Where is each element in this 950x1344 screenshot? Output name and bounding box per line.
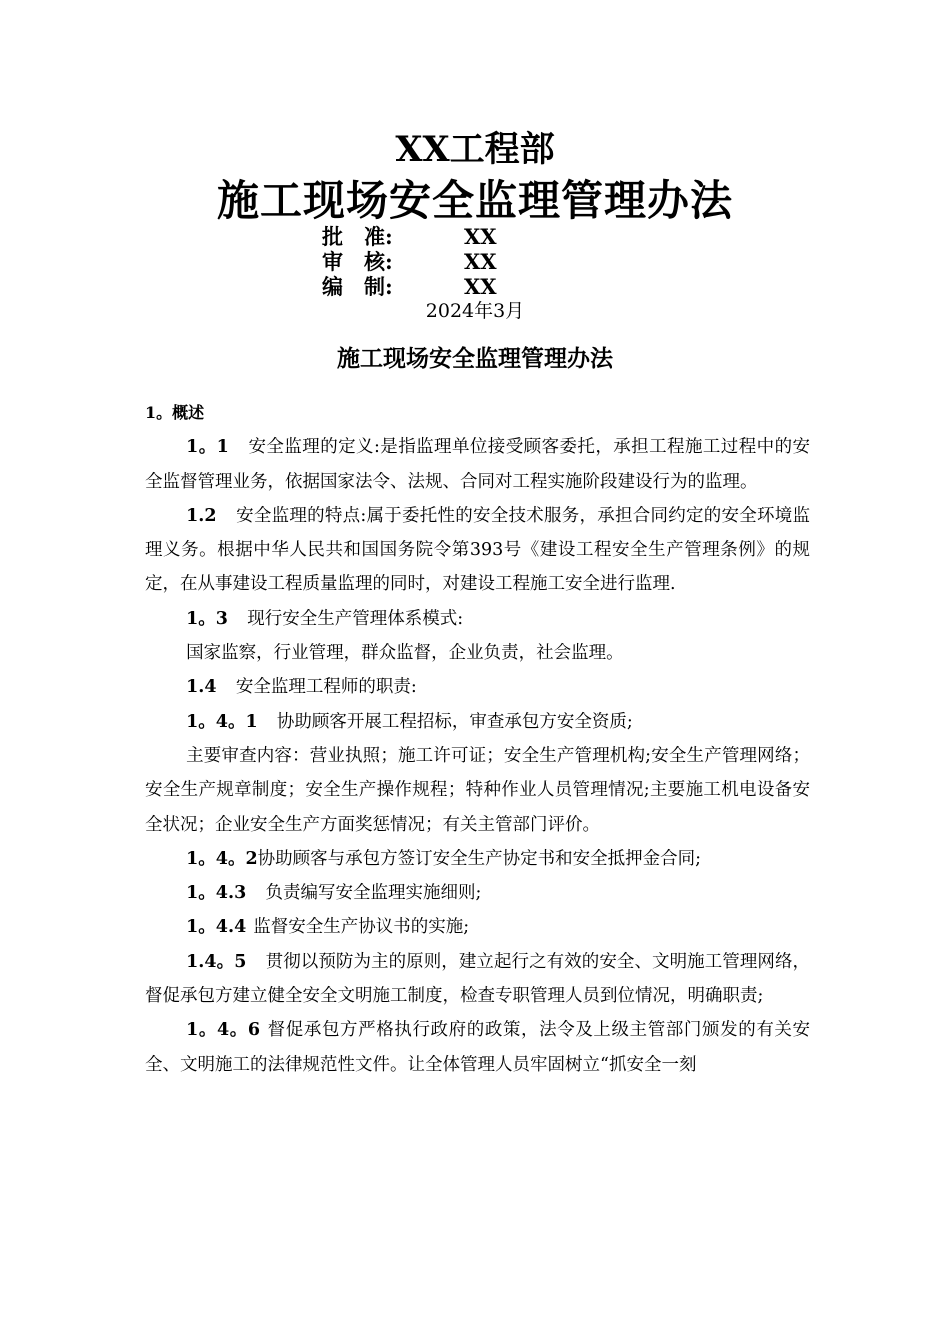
paragraph — [145, 602, 810, 636]
paragraph — [145, 739, 810, 842]
paragraph — [145, 842, 810, 876]
clause-number: 1。3 — [186, 608, 228, 629]
organization-title: XX工程部 — [395, 129, 555, 170]
clause-text: 贯彻以预防为主的原则，建立起行之有效的安全、文明施工管理网络，督促承包方建立健全安全文明施工制度，检查专职管理人员到位情况，明确职责; — [145, 951, 811, 1007]
compile-value: XX — [464, 274, 497, 299]
paragraph — [145, 636, 810, 670]
compile-label: 编 制: — [322, 274, 393, 299]
paragraph — [145, 876, 810, 910]
paragraph — [145, 910, 810, 944]
clause-text: 安全监理工程师的职责: — [235, 677, 417, 698]
section-heading: 1。概述 — [145, 403, 205, 422]
clause-number: 1。4。6 — [186, 1020, 261, 1041]
approval-value: XX — [464, 224, 497, 249]
clause-text: 督促承包方严格执行政府的政策，法令及上级主管部门颁发的有关安全、文明施工的法律规范性文件。让全体管理人员牢固树立“抓安全一刻 — [145, 1020, 811, 1075]
clause-number: 1。1 — [186, 437, 229, 458]
clause-number: 1。4。1 — [186, 711, 258, 732]
review-value: XX — [464, 249, 497, 274]
cover-main-title: 施工现场安全监理管理办法 — [216, 176, 733, 225]
clause-text: 安全监理的定义:是指监理单位接受顾客委托，承担工程施工过程中的安全监督管理业务，依据国家法令、法规、合同对工程实施阶段建设行为的监理。 — [145, 437, 810, 492]
clause-number: 1.4。5 — [186, 951, 247, 972]
clause-number: 1。4.3 — [186, 883, 247, 904]
paragraph — [145, 430, 810, 499]
clause-number: 1.2 — [186, 505, 217, 526]
review-row — [322, 249, 497, 275]
clause-text: 协助顾客开展工程招标，审查承包方安全资质; — [276, 711, 633, 732]
approval-label: 批 准: — [322, 224, 393, 249]
document-body — [145, 396, 810, 1082]
issue-date: 2024年3月 — [425, 300, 525, 322]
paragraph — [145, 705, 810, 739]
paragraph — [145, 499, 810, 602]
document-heading: 施工现场安全监理管理办法 — [337, 345, 613, 372]
clause-text: 负责编写安全监理实施细则; — [265, 883, 482, 904]
compile-row — [322, 274, 497, 300]
clause-text: 现行安全生产管理体系模式: — [247, 608, 464, 629]
clause-number: 1。4.4 — [186, 917, 247, 938]
clause-text: 国家监察，行业管理，群众监督，企业负责，社会监理。 — [186, 643, 624, 664]
clause-text: 协助顾客与承包方签订安全生产协定书和安全抵押金合同; — [257, 848, 702, 869]
approval-row — [322, 224, 497, 250]
paragraph — [145, 670, 810, 704]
clause-text: 监督安全生产协议书的实施; — [253, 917, 470, 938]
review-label: 审 核: — [322, 249, 393, 274]
paragraph — [145, 945, 810, 1014]
clause-text: 主要审查内容：营业执照；施工许可证；安全生产管理机构;安全生产管理网络；安全生产规章制度；安全生产操作规程；特种作业人员管理情况;主要施工机电设备安全状况；企业安全生产方面奖惩情况；有关主管部门评价。 — [145, 745, 810, 835]
clause-text: 安全监理的特点:属于委托性的安全技术服务，承担合同约定的安全环境监理义务。根据中华人民共和国国务院令第393号《建设工程安全生产管理条例》的规定，在从事建设工程质量监理的同时，对建设工程施工安全进行监理. — [145, 505, 810, 595]
clause-number: 1.4 — [186, 677, 217, 698]
paragraph — [145, 1013, 810, 1082]
clause-number: 1。4。2 — [186, 848, 258, 869]
